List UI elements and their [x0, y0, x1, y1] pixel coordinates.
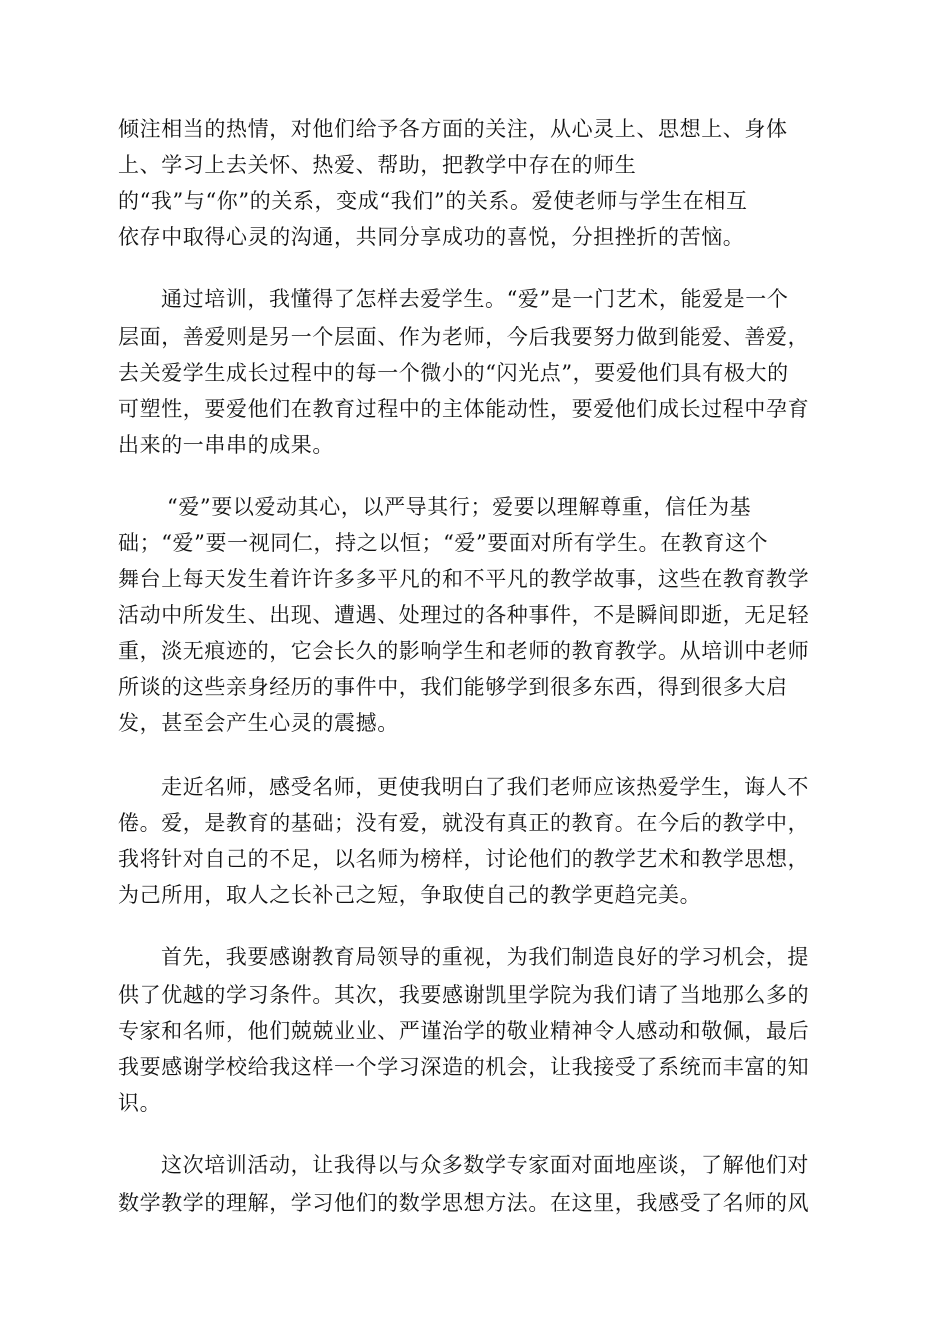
text-line: 供了优越的学习条件。其次，我要感谢凯里学院为我们请了当地那么多的 [118, 983, 810, 1007]
text-line: 活动中所发生、出现、遭遇、处理过的各种事件，不是瞬间即逝，无足轻 [118, 603, 810, 627]
text-line: 可塑性，要爱他们在教育过程中的主体能动性，要爱他们成长过程中孕育 [118, 397, 810, 421]
text-line: 识。 [118, 1091, 162, 1115]
text-line: 通过培训，我懂得了怎样去爱学生。“爱”是一门艺术，能爱是一个 [161, 287, 789, 311]
text-line: 舞台上每天发生着许许多多平凡的和不平凡的教学故事，这些在教育教学 [118, 567, 810, 591]
text-line: 专家和名师，他们兢兢业业、严谨治学的敬业精神令人感动和敬佩，最后 [118, 1019, 810, 1043]
text-line: “爱”要以爱动其心，以严导其行；爱要以理解尊重，信任为基 [167, 495, 752, 519]
text-line: 去关爱学生成长过程中的每一个微小的“闪光点”，要爱他们具有极大的 [118, 361, 789, 385]
text-line: 这次培训活动，让我得以与众多数学专家面对面地座谈，了解他们对 [161, 1153, 809, 1177]
text-line: 依存中取得心灵的沟通，共同分享成功的喜悦，分担挫折的苦恼。 [118, 225, 745, 249]
text-line: 础；“爱”要一视同仁，持之以恒；“爱”要面对所有学生。在教育这个 [118, 531, 769, 555]
text-line: 上、学习上去关怀、热爱、帮助，把教学中存在的师生 [118, 153, 637, 177]
text-line: 层面，善爱则是另一个层面、作为老师，今后我要努力做到能爱、善爱， [118, 325, 810, 349]
text-line: 所谈的这些亲身经历的事件中，我们能够学到很多东西，得到很多大启 [118, 675, 788, 699]
text-line: 我将针对自己的不足，以名师为榜样，讨论他们的教学艺术和教学思想， [118, 847, 810, 871]
text-line: 发，甚至会产生心灵的震撼。 [118, 711, 399, 735]
text-line: 倦。爱，是教育的基础；没有爱，就没有真正的教育。在今后的教学中， [118, 811, 810, 835]
text-line: 倾注相当的热情，对他们给予各方面的关注，从心灵上、思想上、身体 [118, 117, 788, 141]
text-line: 出来的一串串的成果。 [118, 433, 334, 457]
text-line: 首先，我要感谢教育局领导的重视，为我们制造良好的学习机会，提 [161, 945, 809, 969]
text-line: 走近名师，感受名师，更使我明白了我们老师应该热爱学生，诲人不 [161, 775, 809, 799]
text-line: 我要感谢学校给我这样一个学习深造的机会，让我接受了系统而丰富的知 [118, 1055, 810, 1079]
text-line: 的“我”与“你”的关系，变成“我们”的关系。爱使老师与学生在相互 [118, 189, 748, 213]
text-line: 数学教学的理解，学习他们的数学思想方法。在这里，我感受了名师的风 [118, 1191, 810, 1215]
text-line: 为己所用，取人之长补己之短，争取使自己的教学更趋完美。 [118, 883, 702, 907]
text-line: 重，淡无痕迹的，它会长久的影响学生和老师的教育教学。从培训中老师 [118, 639, 810, 663]
